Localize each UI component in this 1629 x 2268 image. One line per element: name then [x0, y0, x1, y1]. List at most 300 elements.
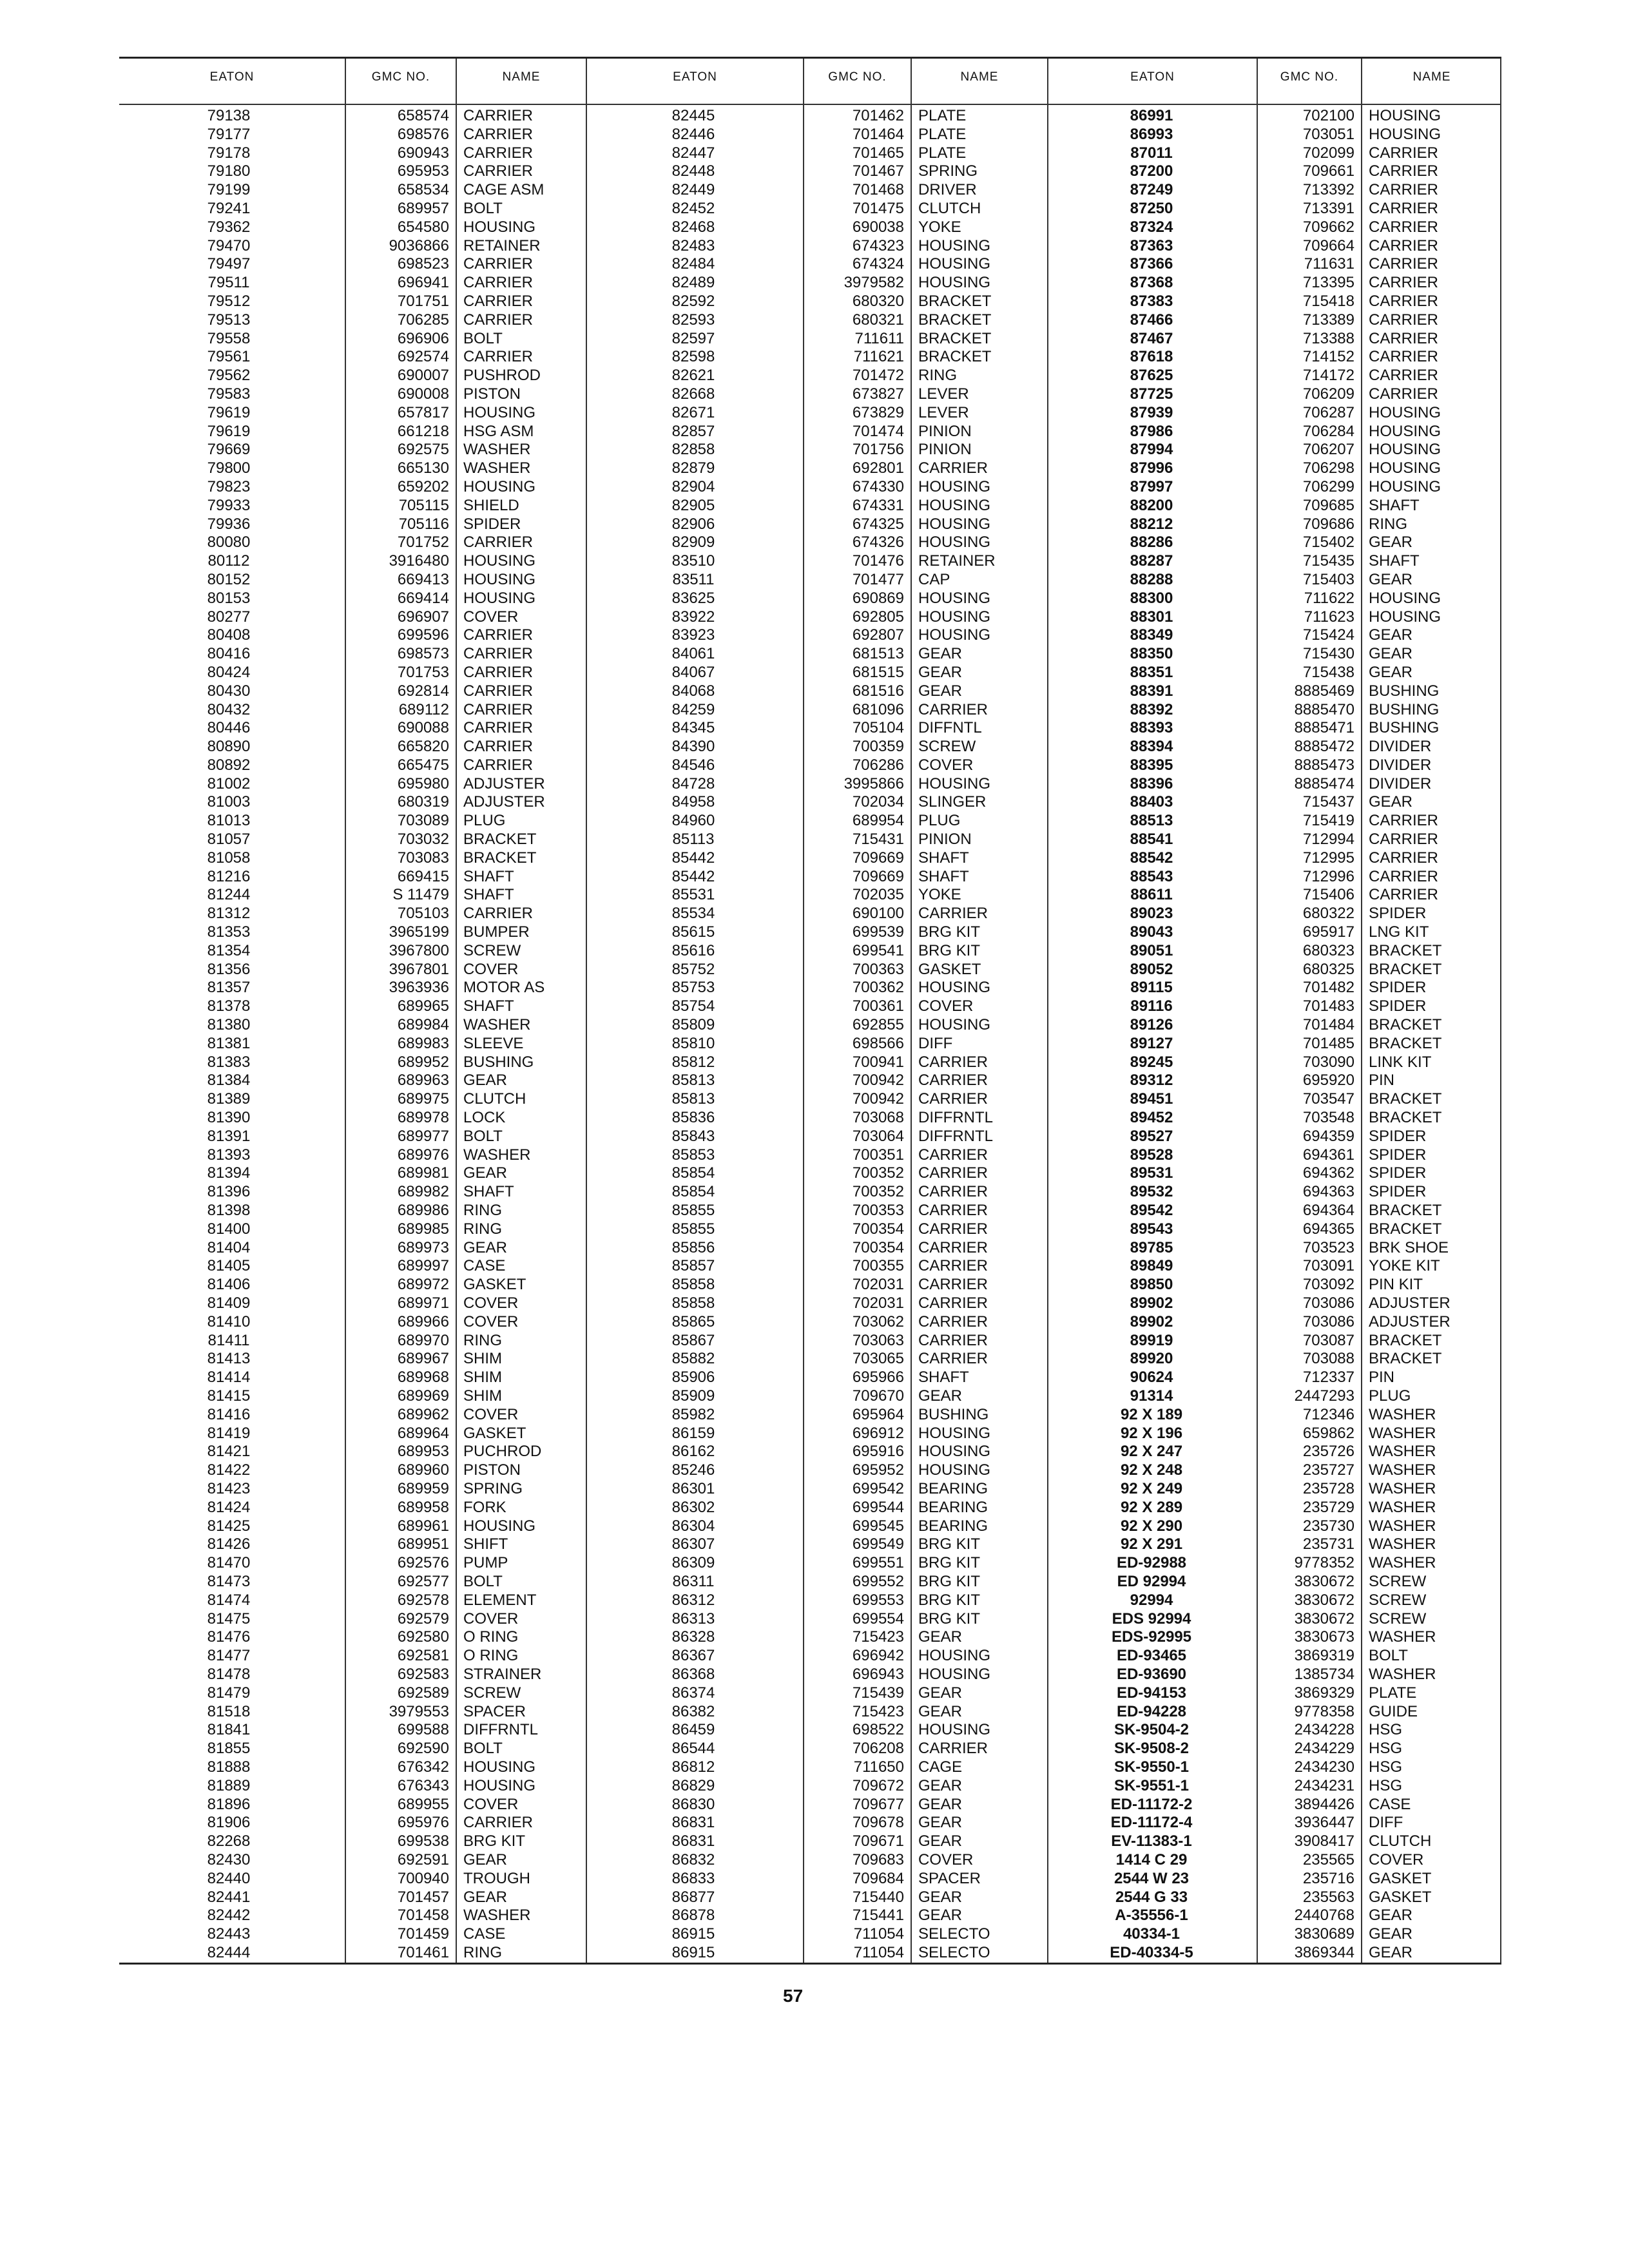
eaton-cell: 87011 [1130, 144, 1173, 162]
eaton-cell: 82443 [207, 1925, 251, 1943]
gmc-number-cell: 701475 [852, 199, 904, 217]
eaton-cell: 79512 [207, 292, 251, 310]
gmc-number-cell: 703062 [852, 1312, 904, 1331]
gmc-number-cell: 692583 [397, 1665, 449, 1683]
gmc-number-cell: 696942 [852, 1647, 904, 1665]
part-name-cell: CASE [463, 1257, 506, 1275]
gmc-column-3 [1258, 107, 1354, 1963]
eaton-cell: 81357 [207, 979, 251, 997]
gmc-number-cell: 700354 [852, 1238, 904, 1256]
part-name-cell: CARRIER [918, 1276, 988, 1294]
eaton-cell: 88543 [1130, 867, 1173, 885]
eaton-cell: 81013 [207, 812, 251, 830]
eaton-cell: 81422 [207, 1461, 251, 1479]
part-name-cell: BRACKET [918, 311, 992, 329]
part-name-cell: HOUSING [918, 774, 991, 793]
part-name-cell: BRG KIT [918, 1572, 981, 1590]
eaton-cell: 88200 [1130, 496, 1173, 514]
eaton-cell: 81410 [207, 1312, 251, 1331]
part-name-cell: PUCHROD [463, 1443, 542, 1461]
eaton-cell: 79177 [207, 125, 251, 143]
eaton-cell: 88611 [1130, 886, 1173, 904]
eaton-cell: ED-93465 [1116, 1647, 1187, 1665]
gmc-number-cell: 689951 [397, 1535, 449, 1553]
eaton-cell: 89532 [1130, 1183, 1173, 1201]
part-name-cell: BRACKET [1369, 1090, 1442, 1108]
part-name-cell: DIFFRNTL [463, 1721, 538, 1739]
gmc-number-cell: 696907 [397, 608, 449, 626]
eaton-cell: 81841 [207, 1721, 251, 1739]
eaton-cell: 81473 [207, 1572, 251, 1590]
gmc-number-cell: 689983 [397, 1034, 449, 1052]
gmc-number-cell: 715423 [852, 1628, 904, 1646]
header-rule [119, 104, 1501, 105]
gmc-number-cell: 689112 [398, 700, 449, 718]
eaton-cell: SK-9504-2 [1113, 1721, 1190, 1739]
gmc-number-cell: 692590 [397, 1740, 449, 1758]
gmc-number-cell: 698522 [852, 1721, 904, 1739]
part-name-cell: SELECTO [918, 1925, 990, 1943]
eaton-cell: 86832 [671, 1850, 715, 1869]
part-name-cell: GASKET [918, 960, 981, 978]
eaton-cell: 82489 [671, 274, 715, 292]
eaton-cell: 81888 [207, 1758, 251, 1776]
gmc-number-cell: 689962 [397, 1405, 449, 1423]
eaton-cell: 81393 [207, 1146, 251, 1164]
eaton-cell: ED-40334-5 [1110, 1943, 1193, 1961]
eaton-cell: ED-93690 [1116, 1665, 1187, 1683]
eaton-cell: 81423 [207, 1479, 251, 1497]
eaton-cell: 83510 [671, 552, 715, 570]
part-name-cell: SHAFT [463, 886, 514, 904]
gmc-number-cell: 661218 [397, 422, 449, 440]
eaton-cell: 87200 [1130, 162, 1173, 180]
eaton-cell: 79138 [207, 107, 251, 124]
gmc-number-cell: 700351 [852, 1146, 904, 1164]
gmc-number-cell: 692580 [397, 1628, 449, 1646]
part-name-cell: RETAINER [463, 236, 541, 255]
part-name-cell: BOLT [1369, 1647, 1408, 1665]
gmc-number-cell: 712346 [1302, 1405, 1354, 1423]
gmc-number-cell: 701465 [852, 144, 904, 162]
gmc-number-cell: 689963 [397, 1072, 449, 1090]
gmc-number-cell: 681516 [852, 682, 904, 700]
eaton-cell: 88351 [1130, 663, 1173, 681]
gmc-number-cell: 692578 [397, 1591, 449, 1609]
gmc-number-cell: 701459 [397, 1925, 449, 1943]
gmc-number-cell: 700359 [852, 738, 904, 756]
gmc-number-cell: 689967 [397, 1350, 449, 1368]
part-name-cell: SPRING [463, 1479, 523, 1497]
eaton-cell: 81391 [207, 1127, 251, 1145]
part-name-cell: WASHER [463, 1016, 531, 1034]
part-name-cell: BRG KIT [918, 1610, 981, 1628]
gmc-number-cell: 702100 [1302, 107, 1354, 124]
eaton-cell: 82593 [671, 311, 715, 329]
eaton-cell: 82448 [671, 162, 715, 180]
gmc-number-cell: 681515 [852, 663, 904, 681]
part-name-cell: CARRIER [918, 1350, 988, 1368]
eaton-cell: 86915 [671, 1925, 715, 1943]
part-name-cell: HOUSING [1369, 477, 1441, 495]
gmc-number-cell: 690869 [852, 589, 904, 607]
part-name-cell: HSG ASM [463, 422, 534, 440]
part-name-cell: PISTON [463, 1461, 521, 1479]
part-name-cell: CLUTCH [1369, 1832, 1432, 1850]
gmc-number-cell: 703086 [1302, 1312, 1354, 1331]
part-name-cell: DIFF [918, 1034, 953, 1052]
eaton-cell: 85867 [671, 1331, 715, 1349]
eaton-cell: 92 X 248 [1120, 1461, 1183, 1479]
part-name-cell: CARRIER [1369, 181, 1439, 199]
part-name-cell: GEAR [918, 1684, 963, 1702]
gmc-number-cell: 690008 [397, 385, 449, 403]
eaton-cell: 85882 [671, 1350, 715, 1368]
gmc-number-cell: 703065 [852, 1350, 904, 1368]
eaton-cell: 79513 [207, 311, 251, 329]
part-name-cell: CARRIER [1369, 348, 1439, 366]
eaton-cell: 89451 [1130, 1090, 1173, 1108]
part-name-cell: WASHER [463, 441, 531, 459]
gmc-number-cell: 673827 [852, 385, 904, 403]
name-column-1 [463, 107, 583, 1963]
part-name-cell: CARRIER [463, 292, 534, 310]
name-column-3 [1369, 107, 1498, 1963]
part-name-cell: HSG [1369, 1776, 1403, 1794]
gmc-number-cell: 3869329 [1294, 1684, 1354, 1702]
gmc-number-cell: 692591 [397, 1850, 449, 1869]
gmc-number-cell: 689961 [397, 1517, 449, 1535]
eaton-cell: 88286 [1130, 533, 1173, 552]
gmc-number-cell: 703548 [1302, 1109, 1354, 1127]
eaton-cell: 87467 [1130, 329, 1173, 347]
eaton-cell: 81479 [207, 1684, 251, 1702]
eaton-cell: 88542 [1130, 849, 1173, 867]
gmc-number-cell: 699554 [852, 1610, 904, 1628]
eaton-cell: 79561 [207, 348, 251, 366]
eaton-cell: 85442 [671, 849, 715, 867]
gmc-number-cell: 706298 [1302, 459, 1354, 477]
eaton-cell: 84259 [671, 700, 715, 718]
eaton-cell: 81470 [207, 1554, 251, 1572]
gmc-number-cell: 235565 [1302, 1850, 1354, 1869]
header-name-3: NAME [1412, 70, 1451, 84]
part-name-cell: ADJUSTER [463, 793, 545, 811]
part-name-cell: CARRIER [1369, 329, 1439, 347]
gmc-number-cell: 711054 [853, 1925, 904, 1943]
gmc-number-cell: 701468 [852, 181, 904, 199]
eaton-cell: 81476 [207, 1628, 251, 1646]
eaton-cell: 87618 [1130, 348, 1173, 366]
part-name-cell: LOCK [463, 1109, 506, 1127]
part-name-cell: RING [463, 1943, 502, 1961]
eaton-cell: 81518 [207, 1702, 251, 1720]
part-name-cell: RING [1369, 515, 1407, 533]
eaton-cell: ED-94228 [1116, 1702, 1187, 1720]
part-name-cell: CARRIER [918, 1331, 988, 1349]
part-name-cell: DIVIDER [1369, 738, 1432, 756]
eaton-cell: 85615 [671, 923, 715, 941]
gmc-number-cell: 665475 [397, 756, 449, 774]
part-name-cell: CARRIER [1369, 867, 1439, 885]
part-name-cell: FORK [463, 1498, 506, 1516]
part-name-cell: GEAR [1369, 1925, 1413, 1943]
gmc-number-cell: 674323 [852, 236, 904, 255]
gmc-number-cell: 689969 [397, 1387, 449, 1405]
part-name-cell: TROUGH [463, 1869, 530, 1887]
eaton-cell: 81216 [207, 867, 251, 885]
part-name-cell: GEAR [1369, 793, 1413, 811]
gmc-number-cell: 689954 [852, 812, 904, 830]
eaton-cell: 80080 [207, 533, 251, 552]
eaton-cell: 85246 [671, 1461, 715, 1479]
gmc-number-cell: 689986 [397, 1202, 449, 1220]
eaton-cell: 86328 [671, 1628, 715, 1646]
gmc-number-cell: 8885469 [1294, 682, 1354, 700]
part-name-cell: CARRIER [1369, 199, 1439, 217]
gmc-number-cell: 689966 [397, 1312, 449, 1331]
eaton-cell: 87994 [1130, 441, 1173, 459]
eaton-cell: 89531 [1130, 1164, 1173, 1182]
header-eaton-2: EATON [673, 70, 717, 84]
part-name-cell: BRG KIT [918, 1591, 981, 1609]
eaton-cell: 89312 [1130, 1072, 1173, 1090]
gmc-number-cell: 235727 [1302, 1461, 1354, 1479]
gmc-number-cell: 709669 [852, 867, 904, 885]
eaton-cell: 89902 [1130, 1294, 1173, 1312]
part-name-cell: SHIELD [463, 496, 519, 514]
gmc-number-cell: 712996 [1302, 867, 1354, 885]
gmc-number-cell: 689960 [397, 1461, 449, 1479]
part-name-cell: PIN [1369, 1072, 1395, 1090]
gmc-number-cell: 715419 [1302, 812, 1354, 830]
part-name-cell: YOKE [918, 886, 961, 904]
eaton-cell: 89115 [1130, 979, 1173, 997]
part-name-cell: HOUSING [463, 218, 536, 236]
part-name-cell: BOLT [463, 1127, 503, 1145]
gmc-number-cell: 689958 [397, 1498, 449, 1516]
eaton-cell: 82268 [207, 1832, 251, 1850]
gmc-number-cell: 701483 [1302, 997, 1354, 1015]
gmc-number-cell: 709686 [1302, 515, 1354, 533]
gmc-number-cell: 703087 [1302, 1331, 1354, 1349]
gmc-number-cell: 702099 [1302, 144, 1354, 162]
gmc-number-cell: 665130 [397, 459, 449, 477]
gmc-number-cell: 699551 [852, 1554, 904, 1572]
gmc-number-cell: 692581 [397, 1647, 449, 1665]
part-name-cell: CARRIER [463, 905, 534, 923]
part-name-cell: CLUTCH [918, 199, 981, 217]
gmc-number-cell: 699544 [852, 1498, 904, 1516]
gmc-number-cell: 673829 [852, 403, 904, 421]
gmc-number-cell: 235729 [1302, 1498, 1354, 1516]
eaton-cell: 86309 [671, 1554, 715, 1572]
eaton-cell: 81244 [207, 886, 251, 904]
gmc-number-cell: 703547 [1302, 1090, 1354, 1108]
eaton-cell: 88513 [1130, 812, 1173, 830]
gmc-number-cell: 674330 [852, 477, 904, 495]
gmc-number-cell: 696943 [852, 1665, 904, 1683]
eaton-cell: 81394 [207, 1164, 251, 1182]
eaton-cell: 81400 [207, 1220, 251, 1238]
eaton-cell: 80408 [207, 626, 251, 644]
gmc-number-cell: 699542 [852, 1479, 904, 1497]
gmc-number-cell: 2434228 [1294, 1721, 1354, 1739]
eaton-cell: 86301 [671, 1479, 715, 1497]
eaton-cell: 88288 [1130, 570, 1173, 588]
eaton-cell: 85843 [671, 1127, 715, 1145]
eaton-cell: 85865 [671, 1312, 715, 1331]
eaton-cell: 85858 [671, 1276, 715, 1294]
gmc-number-cell: 690007 [397, 367, 449, 385]
eaton-cell: ED-11172-2 [1110, 1795, 1193, 1813]
eaton-cell: 89452 [1130, 1109, 1173, 1127]
gmc-number-cell: 8885470 [1294, 700, 1354, 718]
part-name-cell: SHIFT [463, 1535, 508, 1553]
gmc-number-cell: 696912 [852, 1424, 904, 1442]
eaton-cell: 85442 [671, 867, 715, 885]
eaton-cell: 79497 [207, 255, 251, 273]
gmc-number-cell: 690100 [852, 905, 904, 923]
part-name-cell: HOUSING [918, 533, 991, 552]
part-name-cell: GEAR [463, 1850, 508, 1869]
part-name-cell: SHIM [463, 1387, 502, 1405]
eaton-cell: 82904 [671, 477, 715, 495]
gmc-number-cell: 699541 [852, 941, 904, 959]
eaton-cell: 87366 [1130, 255, 1173, 273]
part-name-cell: SPIDER [1369, 997, 1427, 1015]
part-name-cell: HOUSING [463, 477, 536, 495]
part-name-cell: YOKE KIT [1369, 1257, 1440, 1275]
part-name-cell: CLUTCH [463, 1090, 526, 1108]
eaton-cell: 81389 [207, 1090, 251, 1108]
eaton-cell: EV-11383-1 [1111, 1832, 1192, 1850]
gmc-number-cell: 689981 [397, 1164, 449, 1182]
gmc-number-cell: 715439 [852, 1684, 904, 1702]
part-name-cell: GEAR [918, 1387, 963, 1405]
part-name-cell: CARRIER [918, 1312, 988, 1331]
eaton-cell: 81404 [207, 1238, 251, 1256]
gmc-number-cell: 701457 [397, 1888, 449, 1906]
gmc-number-cell: 692575 [397, 441, 449, 459]
gmc-number-cell: 699545 [852, 1517, 904, 1535]
part-name-cell: COVER [463, 1312, 519, 1331]
part-name-cell: HOUSING [463, 1776, 536, 1794]
eaton-cell: 79199 [207, 181, 251, 199]
gmc-number-cell: 713392 [1302, 181, 1354, 199]
part-name-cell: SHAFT [463, 997, 514, 1015]
gmc-number-cell: 2434230 [1294, 1758, 1354, 1776]
part-name-cell: HOUSING [1369, 441, 1441, 459]
eaton-cell: 87249 [1130, 181, 1173, 199]
eaton-cell: 84061 [671, 645, 715, 663]
eaton-cell: 88391 [1130, 682, 1173, 700]
eaton-cell: 81906 [207, 1814, 251, 1832]
eaton-cell: 86302 [671, 1498, 715, 1516]
eaton-cell: 83511 [672, 570, 715, 588]
part-name-cell: CARRIER [918, 1294, 988, 1312]
gmc-number-cell: 702035 [852, 886, 904, 904]
part-name-cell: CARRIER [918, 1090, 988, 1108]
part-name-cell: ADJUSTER [1369, 1312, 1451, 1331]
part-name-cell: BEARING [918, 1517, 988, 1535]
gmc-number-cell: 8885472 [1294, 738, 1354, 756]
eaton-cell: 82444 [207, 1943, 251, 1961]
part-name-cell: RETAINER [918, 552, 996, 570]
gmc-number-cell: 8885473 [1294, 756, 1354, 774]
eaton-cell: 79823 [207, 477, 251, 495]
part-name-cell: SPRING [918, 162, 978, 180]
part-name-cell: CARRIER [1369, 831, 1439, 849]
part-name-cell: DIFFRNTL [918, 1127, 993, 1145]
gmc-number-cell: 692814 [397, 682, 449, 700]
part-name-cell: CARRIER [463, 533, 534, 552]
eaton-cell: 86991 [1130, 107, 1173, 124]
part-name-cell: HSG [1369, 1721, 1403, 1739]
eaton-cell: 85534 [671, 905, 715, 923]
eaton-cell: 81002 [207, 774, 251, 793]
part-name-cell: SHAFT [918, 849, 969, 867]
part-name-cell: MOTOR AS [463, 979, 545, 997]
part-name-cell: SELECTO [918, 1943, 990, 1961]
gmc-number-cell: 715402 [1302, 533, 1354, 552]
eaton-cell: 85753 [671, 979, 715, 997]
gmc-number-cell: 692589 [397, 1684, 449, 1702]
part-name-cell: BUSHING [1369, 682, 1440, 700]
part-name-cell: CARRIER [918, 1220, 988, 1238]
part-name-cell: CARRIER [1369, 236, 1439, 255]
eaton-cell: 83922 [671, 608, 715, 626]
part-name-cell: CARRIER [918, 1257, 988, 1275]
eaton-cell: 1414 C 29 [1115, 1850, 1188, 1869]
part-name-cell: BRACKET [1369, 1331, 1442, 1349]
part-name-cell: BRG KIT [918, 923, 981, 941]
eaton-cell: 82671 [671, 403, 715, 421]
header-name-2: NAME [960, 70, 999, 84]
eaton-cell: 87725 [1130, 385, 1173, 403]
gmc-number-cell: 709662 [1302, 218, 1354, 236]
gmc-number-cell: 715441 [852, 1907, 904, 1925]
gmc-number-cell: 699596 [397, 626, 449, 644]
gmc-number-cell: 709683 [852, 1850, 904, 1869]
part-name-cell: BUSHING [1369, 719, 1440, 737]
part-name-cell: CARRIER [463, 1814, 534, 1832]
part-name-cell: GEAR [918, 1776, 963, 1794]
eaton-cell: 85858 [671, 1294, 715, 1312]
gmc-number-cell: 711622 [1304, 589, 1354, 607]
part-name-cell: GUIDE [1369, 1702, 1418, 1720]
part-name-cell: CARRIER [463, 311, 534, 329]
eaton-cell: 84546 [671, 756, 715, 774]
gmc-number-cell: 702031 [852, 1276, 904, 1294]
gmc-number-cell: 709671 [852, 1832, 904, 1850]
gmc-number-cell: 703068 [852, 1109, 904, 1127]
gmc-number-cell: 235731 [1302, 1535, 1354, 1553]
gmc-number-cell: 692579 [397, 1610, 449, 1628]
gmc-number-cell: 692805 [852, 608, 904, 626]
eaton-cell: 89527 [1130, 1127, 1173, 1145]
part-name-cell: GEAR [918, 682, 963, 700]
eaton-cell: 81425 [207, 1517, 251, 1535]
eaton-cell: 80277 [207, 608, 251, 626]
eaton-cell: 85857 [671, 1257, 715, 1275]
eaton-cell: 86878 [671, 1907, 715, 1925]
eaton-cell: 92 X 189 [1120, 1405, 1183, 1423]
gmc-number-cell: 703063 [852, 1331, 904, 1349]
part-name-cell: GEAR [1369, 1907, 1413, 1925]
eaton-cell: 89850 [1130, 1276, 1173, 1294]
part-name-cell: DIFFRNTL [918, 1109, 993, 1127]
